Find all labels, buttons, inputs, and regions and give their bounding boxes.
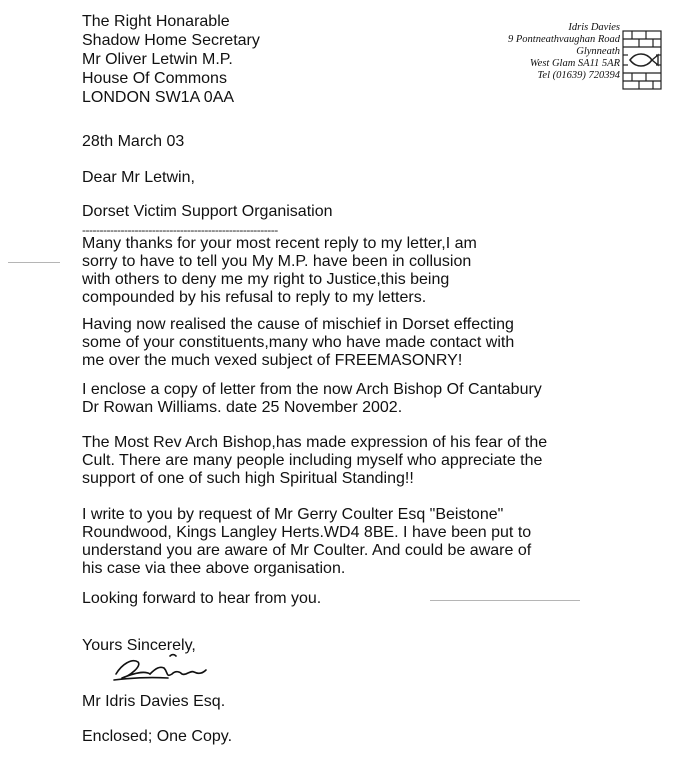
sender-line: Tel (01639) 720394 — [537, 70, 620, 81]
paragraph-line: The Most Rev Arch Bishop,has made expression of his fear of the — [82, 434, 548, 451]
sender-line: 9 Pontneathvaughan Road — [508, 34, 620, 45]
enclosure-note: Enclosed; One Copy. — [82, 728, 233, 745]
letter-date: 28th March 03 — [82, 133, 185, 150]
paragraph-line: with others to deny me my right to Justice,this being — [82, 271, 450, 288]
subject-line: Dorset Victim Support Organisation — [82, 203, 333, 220]
signer-name: Mr Idris Davies Esq. — [82, 693, 226, 710]
body-paragraph — [82, 381, 542, 417]
recipient-line: The Right Honarable — [82, 13, 230, 30]
body-paragraph — [82, 590, 502, 608]
paragraph-line: his case via thee above organisation. — [82, 560, 346, 577]
body-paragraph — [82, 235, 502, 307]
recipient-address — [82, 12, 260, 107]
body-paragraph — [82, 506, 532, 578]
recipient-line: LONDON SW1A 0AA — [82, 89, 235, 106]
body-paragraph — [82, 316, 515, 370]
paragraph-line: I enclose a copy of letter from the now Arch Bishop Of Cantabury — [82, 381, 542, 398]
paragraph-line: sorry to have to tell you My M.P. have been in collusion — [82, 253, 472, 270]
sender-line: West Glam SA11 5AR — [529, 58, 620, 69]
recipient-line: Shadow Home Secretary — [82, 32, 260, 49]
closing: Yours Sincerely, — [82, 637, 196, 654]
paragraph-line: Looking forward to hear from you. — [82, 590, 322, 607]
scan-artifact — [430, 600, 580, 601]
paragraph-line: Many thanks for your most recent reply to my letter,I am — [82, 235, 477, 252]
sender-line: Idris Davies — [568, 22, 620, 33]
dashed-divider: -------------------------------------------------------- — [82, 223, 278, 237]
paragraph-line: some of your constituents,many who have made contact with — [82, 334, 515, 351]
sender-line: Glynneath — [576, 46, 620, 57]
salutation: Dear Mr Letwin, — [82, 169, 195, 186]
sender-address — [498, 22, 620, 82]
paragraph-line: compounded by his refusal to reply to my letters. — [82, 289, 427, 306]
paragraph-line: Cult. There are many people including myself who appreciate the — [82, 452, 543, 469]
recipient-line: House Of Commons — [82, 70, 227, 87]
recipient-line: Mr Oliver Letwin M.P. — [82, 51, 233, 68]
paragraph-line: me over the much vexed subject of FREEMASONRY! — [82, 352, 463, 369]
paragraph-line: understand you are aware of Mr Coulter. And could be aware of — [82, 542, 532, 559]
paragraph-line: Roundwood, Kings Langley Herts.WD4 8BE. I have been put to — [82, 524, 532, 541]
paragraph-line: support of one of such high Spiritual Standing!! — [82, 470, 414, 487]
brick-wall-fish-icon — [622, 30, 662, 90]
paragraph-line: Dr Rowan Williams. date 25 November 2002. — [82, 399, 403, 416]
paragraph-line: I write to you by request of Mr Gerry Coulter Esq "Beistone" — [82, 506, 504, 523]
scan-artifact — [8, 262, 60, 263]
handwritten-signature — [110, 650, 230, 686]
paragraph-line: Having now realised the cause of mischief in Dorset effecting — [82, 316, 514, 333]
body-paragraph — [82, 434, 548, 488]
